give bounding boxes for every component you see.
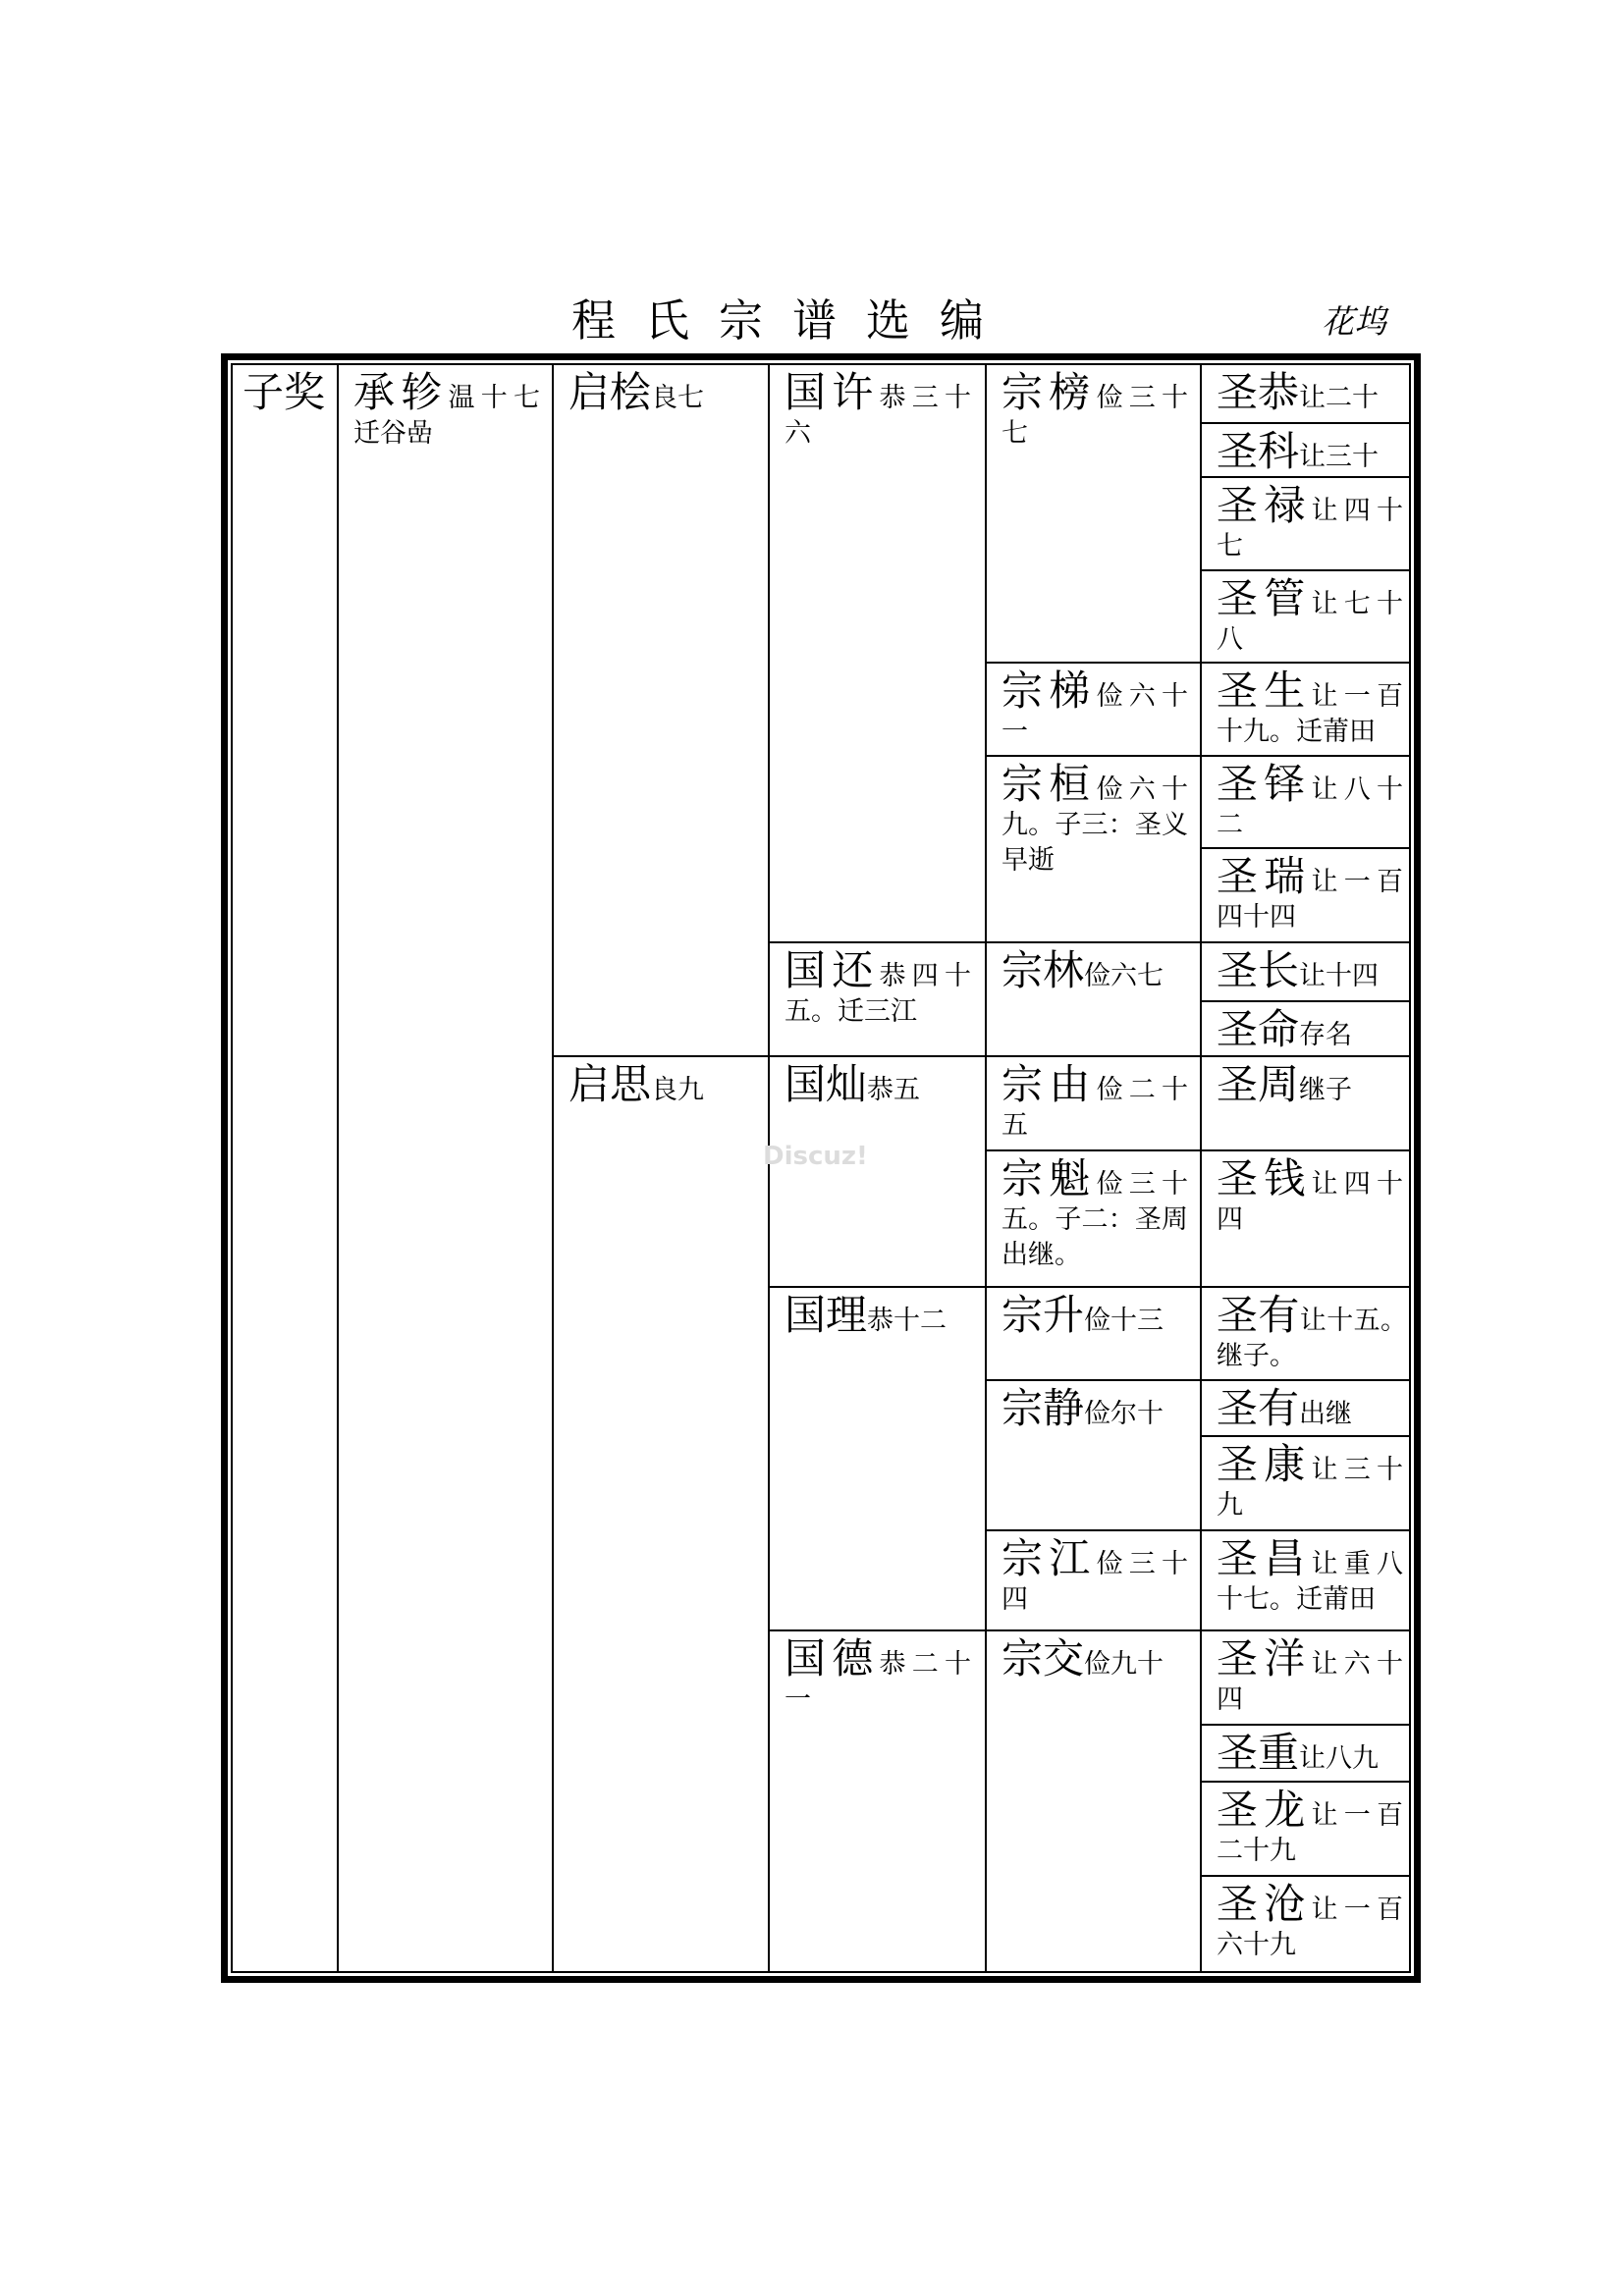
person-note: 让一百十九。迁莆田 xyxy=(1217,681,1403,747)
person-name: 宗交 xyxy=(1001,1634,1085,1682)
person-name: 圣有 xyxy=(1217,1291,1300,1339)
person-note: 恭三十六 xyxy=(785,383,971,449)
person-name: 圣生 xyxy=(1217,667,1312,715)
gen6-cell xyxy=(1202,365,1411,424)
person-name: 圣科 xyxy=(1217,427,1300,475)
gen5-cell xyxy=(987,757,1202,943)
gen2-cell xyxy=(339,365,554,1973)
gen6-cell xyxy=(1202,1381,1411,1437)
person-name: 圣瑞 xyxy=(1217,852,1312,900)
person-name: 国理 xyxy=(785,1291,868,1339)
gen5-cell xyxy=(987,1381,1202,1531)
person-name: 宗林 xyxy=(1001,946,1085,994)
person-note: 良九 xyxy=(651,1075,705,1105)
person-name: 圣钱 xyxy=(1217,1154,1312,1202)
person-note: 让一百六十九 xyxy=(1217,1895,1403,1960)
person-name: 圣洋 xyxy=(1217,1634,1312,1682)
person-note: 让四十四 xyxy=(1217,1169,1403,1235)
person-note: 出继 xyxy=(1299,1399,1353,1429)
person-note: 让一百四十四 xyxy=(1217,867,1403,933)
person-name: 圣龙 xyxy=(1217,1786,1312,1834)
gen6-cell xyxy=(1202,424,1411,478)
gen4-cell xyxy=(770,1057,987,1288)
person-note: 让三十九 xyxy=(1217,1455,1403,1521)
person-note: 良七 xyxy=(651,383,705,413)
person-note: 让七十八 xyxy=(1217,589,1403,655)
person-note: 让四十七 xyxy=(1217,496,1403,561)
person-note: 俭三十七 xyxy=(1001,383,1188,449)
person-note: 让三十 xyxy=(1299,442,1380,472)
gen4-cell xyxy=(770,943,987,1057)
person-note: 俭三十五。子二：圣周出继。 xyxy=(1001,1169,1188,1270)
gen6-cell xyxy=(1202,849,1411,943)
person-name: 圣昌 xyxy=(1217,1534,1312,1582)
person-name: 国许 xyxy=(785,368,880,416)
branch-name: 花坞 xyxy=(1322,302,1386,341)
person-name: 圣周 xyxy=(1217,1060,1300,1108)
gen4-cell xyxy=(770,365,987,943)
gen6-cell xyxy=(1202,1631,1411,1726)
person-note: 让十四 xyxy=(1299,961,1380,991)
gen6-cell xyxy=(1202,943,1411,1002)
watermark: Discuz! xyxy=(763,1142,868,1171)
person-name: 宗江 xyxy=(1001,1534,1097,1582)
gen6-cell xyxy=(1202,1726,1411,1783)
person-name: 宗由 xyxy=(1001,1060,1097,1108)
person-note: 俭六十一 xyxy=(1001,681,1188,747)
person-name: 国灿 xyxy=(785,1060,868,1108)
gen5-cell xyxy=(987,1531,1202,1631)
person-note: 让六十四 xyxy=(1217,1649,1403,1715)
gen6-cell xyxy=(1202,1437,1411,1531)
gen5-cell xyxy=(987,1288,1202,1381)
person-name: 宗梯 xyxy=(1001,667,1097,715)
gen5-cell xyxy=(987,1151,1202,1288)
person-note: 俭尔十 xyxy=(1084,1399,1164,1429)
person-name: 圣有 xyxy=(1217,1384,1300,1432)
person-note: 让十五。继子。 xyxy=(1217,1306,1407,1371)
person-name: 子奖 xyxy=(243,368,326,416)
person-note: 俭十三 xyxy=(1084,1306,1164,1336)
person-note: 恭二十一 xyxy=(785,1649,971,1715)
gen5-cell xyxy=(987,365,1202,664)
person-note: 温十七迁谷嵒 xyxy=(353,383,540,449)
gen5-cell xyxy=(987,664,1202,757)
person-name: 宗榜 xyxy=(1001,368,1097,416)
person-note: 俭九十 xyxy=(1084,1649,1164,1680)
person-note: 恭四十五。迁三江 xyxy=(785,961,971,1027)
gen6-cell xyxy=(1202,1002,1411,1057)
person-note: 俭六十九。子三：圣义早逝 xyxy=(1001,774,1188,876)
person-note: 让二十 xyxy=(1299,383,1380,413)
gen5-cell xyxy=(987,1057,1202,1151)
gen3-cell xyxy=(554,1057,770,1973)
gen4-cell xyxy=(770,1631,987,1973)
person-name: 圣恭 xyxy=(1217,368,1300,416)
person-note: 让八十二 xyxy=(1217,774,1403,840)
person-name: 圣命 xyxy=(1217,1005,1300,1053)
gen4-cell xyxy=(770,1288,987,1631)
person-name: 宗魁 xyxy=(1001,1154,1097,1202)
gen5-cell xyxy=(987,943,1202,1057)
person-name: 圣沧 xyxy=(1217,1880,1312,1928)
gen6-cell xyxy=(1202,1783,1411,1877)
person-note: 恭五 xyxy=(867,1075,921,1105)
person-name: 承轸 xyxy=(353,368,449,416)
person-name: 宗桓 xyxy=(1001,760,1097,808)
person-name: 圣长 xyxy=(1217,946,1300,994)
person-name: 圣禄 xyxy=(1217,481,1312,529)
person-name: 启思 xyxy=(568,1060,652,1108)
person-name: 宗静 xyxy=(1001,1384,1085,1432)
gen6-cell xyxy=(1202,664,1411,757)
person-name: 启桧 xyxy=(568,368,652,416)
person-name: 圣康 xyxy=(1217,1440,1312,1488)
gen6-cell xyxy=(1202,478,1411,571)
person-note: 存名 xyxy=(1299,1020,1353,1050)
person-note: 继子 xyxy=(1299,1075,1353,1105)
person-note: 俭六七 xyxy=(1084,961,1164,991)
person-note: 让八九 xyxy=(1299,1743,1380,1774)
person-note: 俭二十五 xyxy=(1001,1075,1188,1141)
person-name: 宗升 xyxy=(1001,1291,1085,1339)
gen5-cell xyxy=(987,1631,1202,1973)
gen6-cell xyxy=(1202,1057,1411,1151)
person-note: 让重八十七。迁莆田 xyxy=(1217,1549,1403,1615)
gen6-cell xyxy=(1202,1288,1411,1381)
gen6-cell xyxy=(1202,571,1411,664)
gen6-cell xyxy=(1202,757,1411,849)
person-name: 圣管 xyxy=(1217,574,1312,622)
person-name: 国还 xyxy=(785,946,880,994)
person-note: 恭十二 xyxy=(867,1306,947,1336)
gen1-cell xyxy=(233,365,339,1973)
gen6-cell xyxy=(1202,1877,1411,1973)
person-note: 让一百二十九 xyxy=(1217,1800,1403,1866)
person-note: 俭三十四 xyxy=(1001,1549,1188,1615)
gen6-cell xyxy=(1202,1151,1411,1288)
gen3-cell xyxy=(554,365,770,1057)
gen6-cell xyxy=(1202,1531,1411,1631)
person-name: 圣铎 xyxy=(1217,760,1312,808)
person-name: 圣重 xyxy=(1217,1729,1300,1777)
page-title: 程氏宗谱选编 xyxy=(571,294,1014,347)
person-name: 国德 xyxy=(785,1634,880,1682)
